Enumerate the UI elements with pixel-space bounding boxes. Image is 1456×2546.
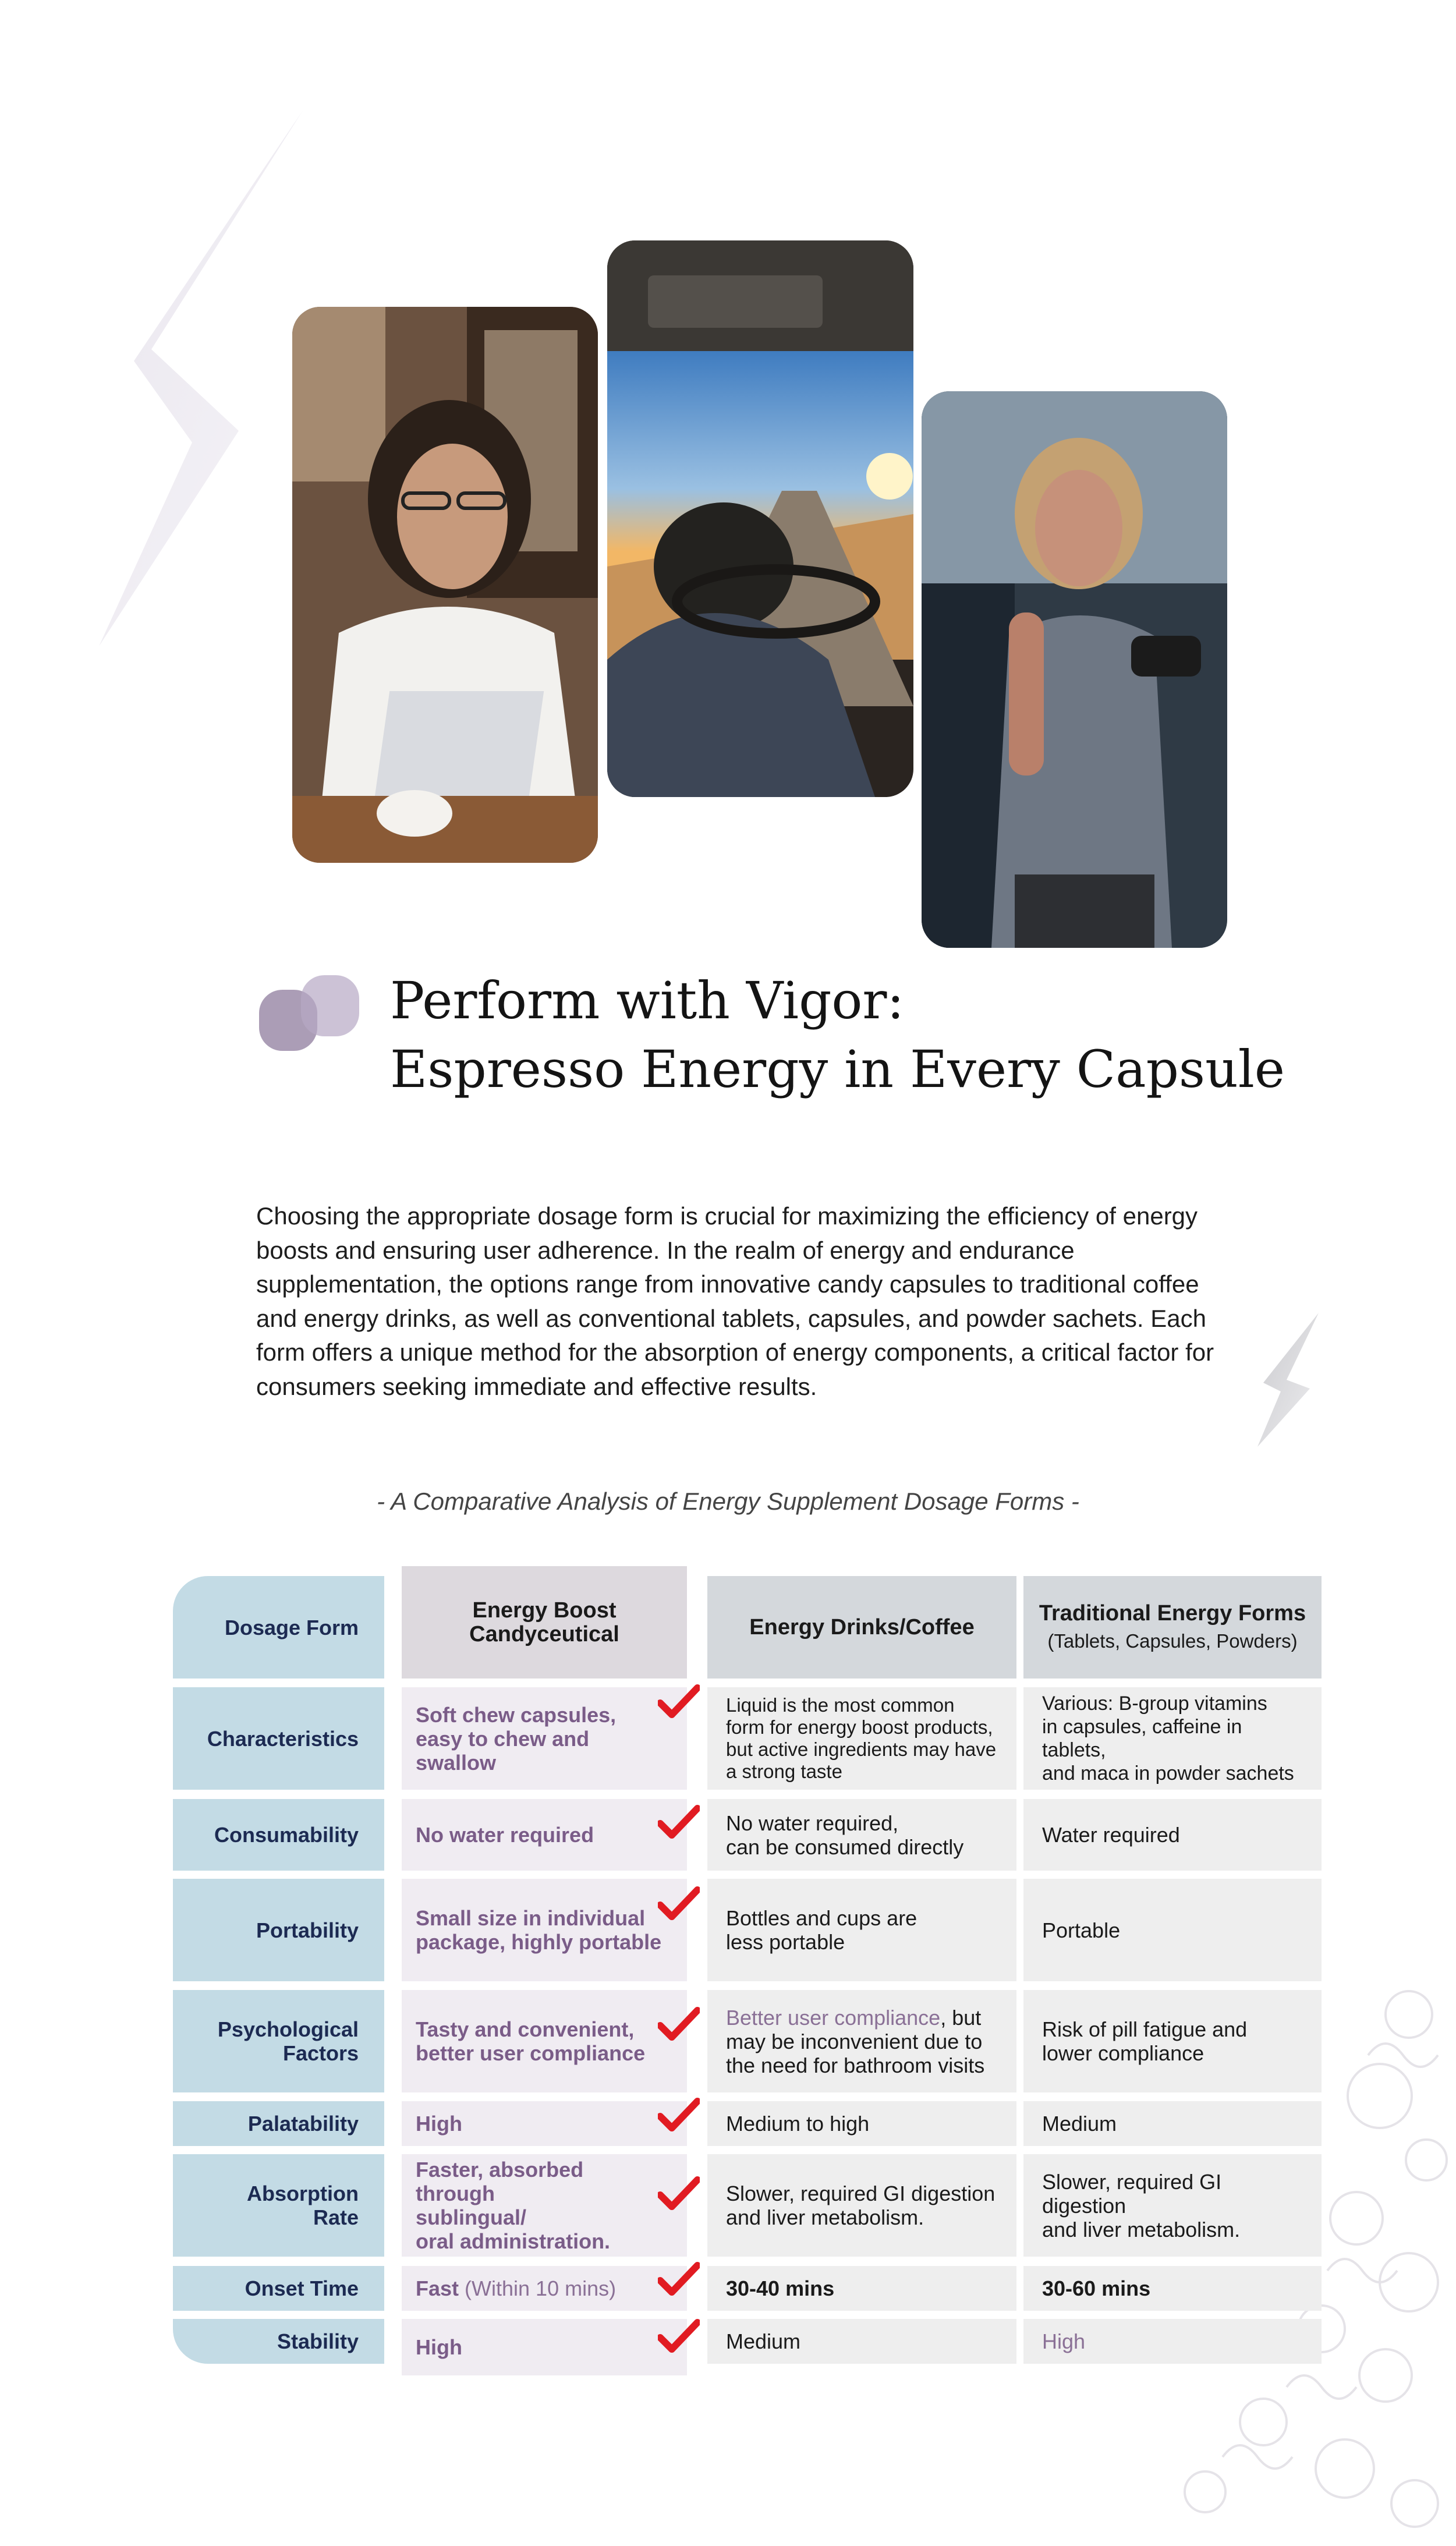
cell-text: Medium — [726, 2329, 801, 2353]
row-label-text: Portability — [256, 1918, 359, 1942]
cell-text: No water required — [416, 1823, 594, 1847]
row-label-absorption-rate — [173, 2154, 384, 2257]
intro-paragraph: Choosing the appropriate dosage form is crucial for maximizing the efficiency of energy boosts and ensuring user adherence. In the realm of energy and endurance supplementation, the options range from innovative candy capsules to traditional coffee and energy drinks, as well as conventional tablets, capsules, and powder sachets. Each form offers a unique method for the absorption of energy components, a critical factor for consumers seeking immediate and effective results. — [256, 1202, 1214, 1400]
row-label-text: Characteristics — [207, 1726, 359, 1751]
row-label-text: Onset Time — [245, 2276, 359, 2300]
cell-text: Fast — [416, 2276, 459, 2300]
title-line-2: Espresso Energy in Every Capsule — [390, 1039, 1285, 1099]
header-traditional-note: (Tablets, Capsules, Powders) — [1047, 1630, 1298, 1652]
cell-text: Various: B-group vitamins in capsules, caffeine in tablets, and maca in powder sachets — [1042, 1692, 1294, 1784]
traditional-psychological-factors — [1023, 1990, 1322, 2092]
row-label-text: Stability — [277, 2329, 359, 2353]
drinks-onset-time — [707, 2266, 1016, 2311]
header-traditional — [1023, 1576, 1322, 1679]
candy-stability — [402, 2319, 687, 2375]
cell-text-detail: (Within 10 mins) — [459, 2276, 617, 2300]
cell-text: Liquid is the most common form for energy boost products, but active ingredients may have a strong taste — [726, 1694, 997, 1782]
candy-onset-time — [402, 2266, 687, 2311]
check-mark-icon — [658, 1886, 700, 1921]
cell-text: High — [1042, 2329, 1086, 2353]
photo-woman-running — [922, 391, 1227, 948]
traditional-consumability — [1023, 1799, 1322, 1871]
photo-driver-highway — [607, 240, 913, 797]
check-mark-icon — [658, 2319, 700, 2354]
candy-palatability — [402, 2101, 687, 2146]
cell-text: Medium to high — [726, 2112, 870, 2136]
cell-text: Portable — [1042, 1918, 1121, 1942]
row-label-characteristics — [173, 1687, 384, 1790]
traditional-characteristics — [1023, 1687, 1322, 1790]
traditional-portability — [1023, 1879, 1322, 1981]
cell-text: Slower, required GI digestion and liver metabolism. — [726, 2182, 996, 2229]
row-label-portability — [173, 1879, 384, 1981]
drinks-psychological-factors — [707, 1990, 1016, 2092]
traditional-palatability — [1023, 2101, 1322, 2146]
check-mark-icon — [658, 2098, 700, 2133]
traditional-absorption-rate — [1023, 2154, 1322, 2257]
cell-text: Bottles and cups are less portable — [726, 1906, 917, 1954]
cell-text: Small size in individual package, highly portable — [416, 1906, 662, 1954]
row-label-psychological-factors — [173, 1990, 384, 2092]
row-label-text: Palatability — [247, 2112, 359, 2136]
header-candyceutical — [402, 1566, 687, 1679]
row-label-onset-time — [173, 2266, 384, 2311]
page-title — [390, 966, 1380, 1104]
cell-text: , but may be inconvenient due to the need for bathroom visits — [726, 2005, 985, 2077]
row-label-text: Psychological Factors — [217, 2017, 359, 2065]
candy-consumability — [402, 1799, 687, 1871]
check-mark-icon — [658, 2262, 700, 2297]
header-energy-drinks — [707, 1576, 1016, 1679]
cell-text: Medium — [1042, 2112, 1117, 2136]
cell-text: 30-40 mins — [726, 2276, 835, 2300]
row-label-palatability — [173, 2101, 384, 2146]
check-mark-icon — [658, 1684, 700, 1719]
drinks-consumability — [707, 1799, 1016, 1871]
candy-portability — [402, 1879, 687, 1981]
header-candyceutical-label: Energy Boost Candyceutical — [469, 1598, 619, 1646]
cell-text-highlight: Better user compliance — [726, 2005, 941, 2030]
drinks-characteristics — [707, 1687, 1016, 1790]
cell-text: Faster, absorbed through sublingual/ oral administration. — [416, 2158, 611, 2253]
cell-text: High — [416, 2112, 462, 2136]
drinks-palatability — [707, 2101, 1016, 2146]
overlapping-squares-icon — [259, 975, 364, 1057]
check-mark-icon — [658, 2176, 700, 2211]
candy-absorption-rate — [402, 2154, 687, 2257]
drinks-stability — [707, 2319, 1016, 2364]
header-dosage-form — [173, 1576, 384, 1679]
title-line-1: Perform with Vigor: — [390, 971, 905, 1031]
cell-text: Soft chew capsules, easy to chew and swallow — [416, 1702, 617, 1775]
cell-text: Slower, required GI digestion and liver metabolism. — [1042, 2169, 1241, 2242]
cell-text: Risk of pill fatigue and lower compliance — [1042, 2017, 1248, 2065]
header-traditional-label: Traditional Energy Forms — [1039, 1601, 1306, 1626]
row-label-stability — [173, 2319, 384, 2364]
header-dosage-form-label: Dosage Form — [224, 1615, 359, 1640]
row-label-text: Absorption Rate — [247, 2182, 359, 2229]
check-mark-icon — [658, 1805, 700, 1840]
lightning-bolt-icon — [87, 105, 309, 652]
traditional-onset-time — [1023, 2266, 1322, 2311]
table-subtitle: - A Comparative Analysis of Energy Supplement Dosage Forms - — [377, 1488, 1079, 1515]
cell-text: 30-60 mins — [1042, 2276, 1151, 2300]
candy-psychological-factors — [402, 1990, 687, 2092]
row-label-text: Consumability — [214, 1823, 359, 1847]
row-label-consumability — [173, 1799, 384, 1871]
check-mark-icon — [658, 2007, 700, 2042]
header-energy-drinks-label: Energy Drinks/Coffee — [749, 1614, 975, 1640]
drinks-absorption-rate — [707, 2154, 1016, 2257]
cell-text: Water required — [1042, 1823, 1180, 1847]
drinks-portability — [707, 1879, 1016, 1981]
cell-text: High — [416, 2335, 462, 2359]
candy-characteristics — [402, 1687, 687, 1790]
photo-man-laptop — [292, 307, 598, 863]
traditional-stability — [1023, 2319, 1322, 2364]
lightning-bolt-icon — [1252, 1310, 1327, 1450]
cell-text: No water required, can be consumed directly — [726, 1811, 964, 1859]
cell-text: Tasty and convenient, better user compliance — [416, 2017, 646, 2065]
